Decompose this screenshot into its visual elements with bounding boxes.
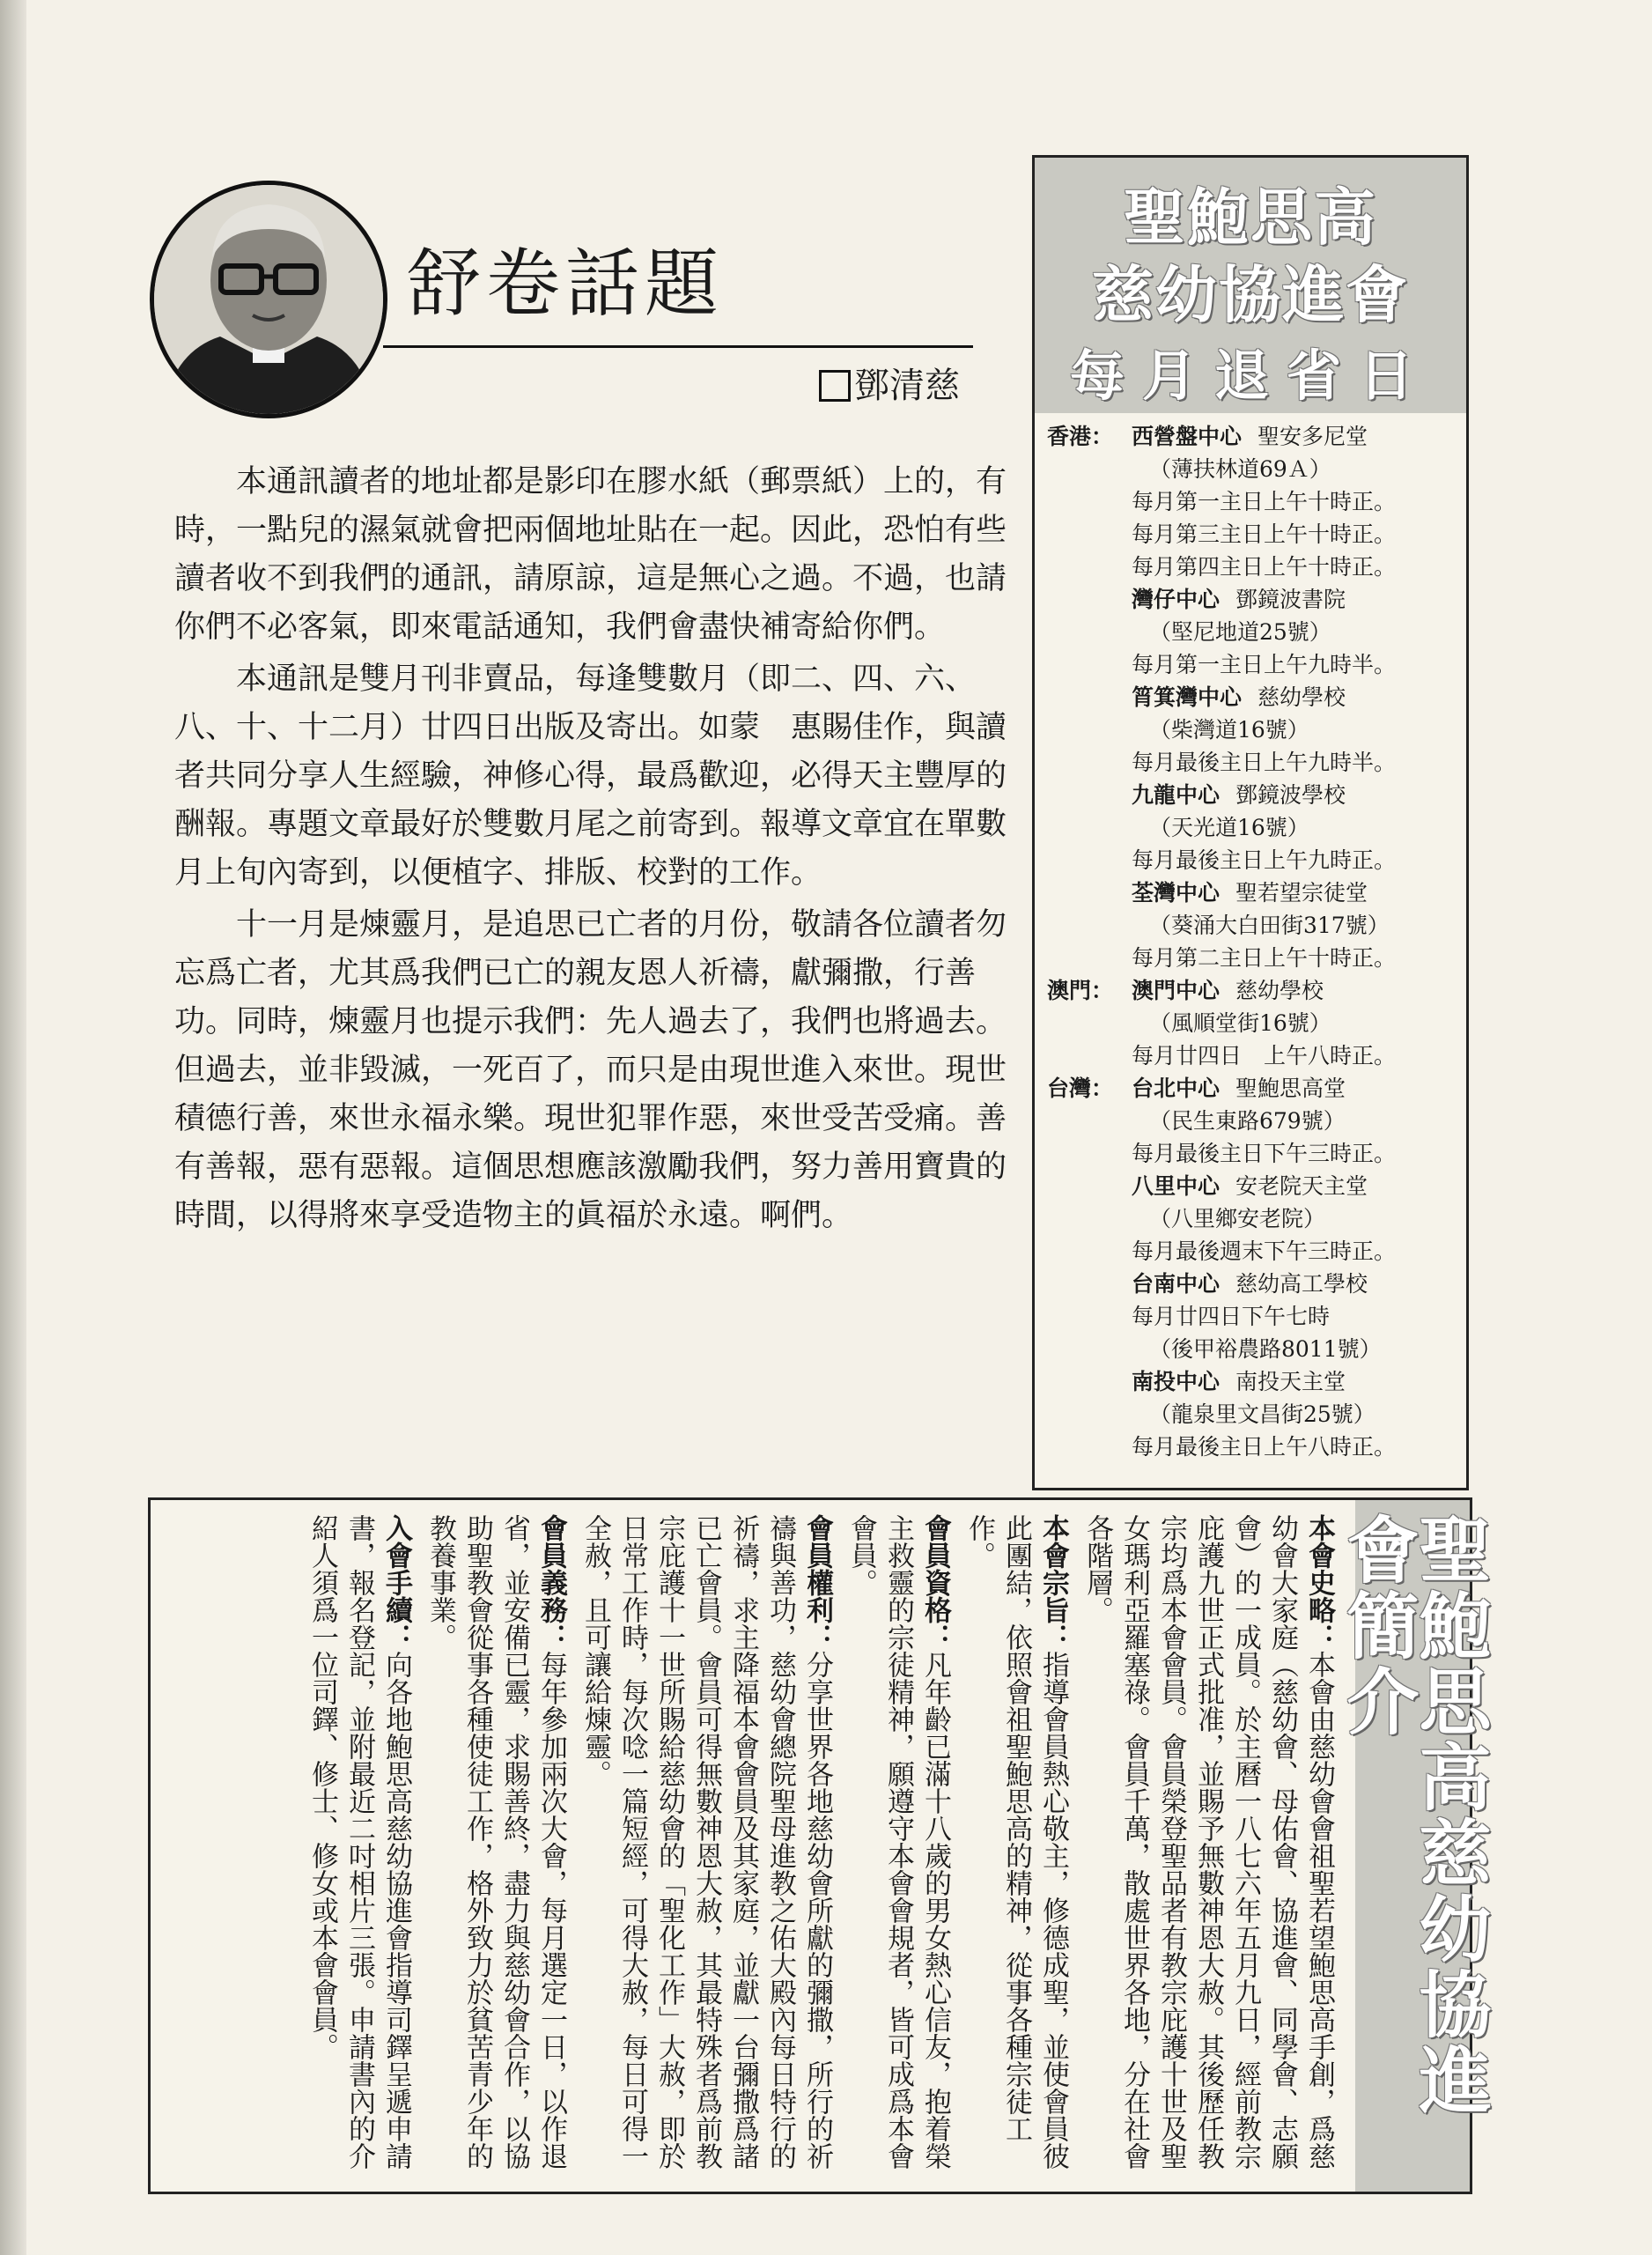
retreat-row (1035, 453, 1466, 485)
retreat-list (1035, 420, 1466, 1463)
retreat-row (1035, 1105, 1466, 1137)
retreat-time: 每月廿四日 上午八時正。 (1132, 1043, 1397, 1068)
retreat-address: （八里鄉安老院） (1149, 1206, 1326, 1231)
retreat-address: （柴灣道16號） (1149, 717, 1309, 743)
retreat-title-line: 每月退省日 (1069, 344, 1431, 408)
retreat-row (1035, 974, 1466, 1007)
retreat-center-name: 筲箕灣中心 (1132, 684, 1243, 710)
author-name: 鄧清慈 (854, 366, 960, 406)
intro-section (577, 1514, 836, 2175)
retreat-time: 每月最後主日上午九時正。 (1132, 847, 1397, 873)
intro-section-label: 會員資格： (919, 1514, 951, 1651)
retreat-row (1035, 876, 1466, 909)
retreat-center-name: 灣仔中心 (1132, 587, 1221, 612)
retreat-venue: 南投天主堂 (1235, 1369, 1346, 1394)
intro-section-text: 分享世界各地慈幼會所獻的彌撒，所行的祈禱與善功，慈幼會總院聖母進教之佑大殿內每日特行的祈禱，求主降福本會會員及其家庭，並獻一台彌撒爲諸已亡會員。會員可得無數神恩大赦，其最特殊者爲前教宗庇護十一世所賜給慈幼會的「聖化工作」大赦，即於日常工作時，每次唸一篇短經，可得大赦，每日可得一全赦，且可讓給煉靈。 (579, 1514, 833, 2170)
retreat-header (1035, 158, 1466, 413)
author-portrait (150, 181, 387, 418)
retreat-row (1035, 1431, 1466, 1463)
retreat-venue: 聖安多尼堂 (1257, 424, 1368, 449)
association-intro-box (148, 1497, 1491, 2194)
retreat-row (1035, 1072, 1466, 1105)
intro-section-text: 本會由慈幼會會祖聖若望鮑思高手創，爲慈幼會大家庭（慈幼會、母佑會、協進會、同學會、志願會）的一成員。於主曆一八七六年五月九日，經前教宗庇護九世正式批准，並賜予無數神恩大赦。其後歷任教宗均爲本會會員。會員榮登聖品者有教宗庇護十世及聖女瑪利亞羅塞祿。會員千萬，散處世界各地，分在社會各階層。 (1081, 1514, 1335, 2170)
intro-body (166, 1514, 1338, 2175)
page-edge (0, 0, 26, 2255)
retreat-time: 每月第二主日上午十時正。 (1132, 945, 1397, 971)
byline (819, 366, 960, 406)
intro-section-label: 會員權利： (801, 1514, 833, 1651)
article-body (174, 458, 1011, 1244)
retreat-row (1035, 1202, 1466, 1235)
retreat-venue: 安老院天主堂 (1235, 1173, 1368, 1199)
article-paragraph: 十一月是煉靈月，是追思已亡者的月份，敬請各位讀者勿忘爲亡者，尤其爲我們已亡的親友恩人祈禱，獻彌撒，行善功。同時，煉靈月也提示我們：先人過去了，我們也將過去。但過去，並非毀滅，一死百了，而只是由現世進入來世。現世積德行善，來世永福永樂。現世犯罪作惡，來世受苦受痛。善有善報，惡有惡報。這個思想應該激勵我們，努力善用寶貴的時間，以得將來享受造物主的眞福於永遠。啊們。 (174, 907, 1007, 1233)
retreat-title-line: 聖鮑思高 (1124, 181, 1377, 254)
article-paragraph: 本通訊是雙月刊非賣品，每逢雙數月（即二、四、六、八、十、十二月）廿四日出版及寄出。如蒙 惠賜佳作，與讀者共同分享人生經驗，神修心得，最爲歡迎，必得天主豐厚的酬報。專題文章最好於雙數月尾之前寄到。報導文章宜在單數月上旬內寄到，以便植字、排版、校對的工作。 (174, 662, 1007, 891)
retreat-schedule-box (1032, 155, 1469, 1490)
column-title: 舒卷話題 (407, 240, 725, 327)
retreat-row (1035, 1137, 1466, 1170)
retreat-center-name: 澳門中心 (1132, 978, 1221, 1003)
retreat-row (1035, 746, 1466, 779)
retreat-row (1035, 1170, 1466, 1202)
retreat-row (1035, 909, 1466, 942)
retreat-time: 每月第一主日上午九時半。 (1132, 652, 1397, 677)
retreat-title-line: 慈幼協進會 (1092, 259, 1409, 331)
intro-section-text: 每年參加兩次大會，每月選定一日，以作退省，並安備已靈，求賜善終，盡力與慈幼會合作，以協助聖教會從事各種使徒工作，格外致力於貧苦青少年的教養事業。 (424, 1514, 567, 2170)
retreat-time: 每月廿四日下午七時 (1132, 1304, 1331, 1329)
retreat-row (1035, 1300, 1466, 1333)
retreat-address: （後甲裕農路8011號） (1149, 1336, 1382, 1362)
retreat-address: （風順堂街16號） (1149, 1010, 1331, 1036)
intro-section (422, 1514, 570, 2175)
intro-section-label: 本會史略： (1303, 1514, 1335, 1651)
intro-section-text: 向各地鮑思高慈幼協進會指導司鐸呈遞申請書，報名登記，並附最近二吋相片三張。申請書內的介紹人須爲一位司鐸、修士、修女或本會會員。 (306, 1514, 412, 2170)
retreat-address: （薄扶林道69Ａ） (1149, 456, 1331, 482)
retreat-region: 香港： (1047, 424, 1114, 449)
retreat-venue: 聖若望宗徒堂 (1235, 880, 1368, 906)
article-paragraph: 本通訊讀者的地址都是影印在膠水紙（郵票紙）上的，有時，一點兒的濕氣就會把兩個地址貼在一起。因此，恐怕有些讀者收不到我們的通訊，請原諒，這是無心之過。不過，也請你們不必客氣，即來電話通知，我們會盡快補寄給你們。 (174, 464, 1007, 645)
title-underline (383, 345, 973, 348)
retreat-row (1035, 844, 1466, 876)
retreat-address: （堅尼地道25號） (1149, 619, 1331, 645)
intro-section-label: 會員義務： (535, 1514, 567, 1651)
intro-section (304, 1514, 415, 2175)
retreat-row (1035, 583, 1466, 616)
retreat-row (1035, 518, 1466, 551)
retreat-address: （天光道16號） (1149, 815, 1309, 840)
retreat-region: 澳門： (1047, 978, 1114, 1003)
retreat-row (1035, 1365, 1466, 1398)
intro-section-label: 入會手續： (380, 1514, 412, 1651)
retreat-row (1035, 648, 1466, 681)
intro-section (961, 1514, 1072, 2175)
retreat-row (1035, 1268, 1466, 1300)
retreat-address: （龍泉里文昌街25號） (1149, 1401, 1375, 1427)
retreat-time: 每月最後主日下午三時正。 (1132, 1141, 1397, 1166)
retreat-time: 每月最後主日上午九時半。 (1132, 750, 1397, 775)
retreat-center-name: 南投中心 (1132, 1369, 1221, 1394)
retreat-center-name: 台北中心 (1132, 1076, 1221, 1101)
retreat-venue: 鄧鏡波學校 (1235, 782, 1346, 808)
retreat-row (1035, 1333, 1466, 1365)
retreat-center-name: 九龍中心 (1132, 782, 1221, 808)
retreat-time: 每月第四主日上午十時正。 (1132, 554, 1397, 580)
retreat-time: 每月最後主日上午八時正。 (1132, 1434, 1397, 1460)
retreat-time: 每月最後週末下午三時正。 (1132, 1238, 1397, 1264)
retreat-row (1035, 1039, 1466, 1072)
retreat-center-name: 西營盤中心 (1132, 424, 1243, 449)
intro-title-band (1335, 1500, 1491, 2192)
intro-section (843, 1514, 954, 2175)
intro-section-label: 本會宗旨： (1037, 1514, 1069, 1651)
retreat-row (1035, 551, 1466, 583)
retreat-row (1035, 485, 1466, 518)
retreat-row (1035, 1398, 1466, 1431)
retreat-venue: 鄧鏡波書院 (1235, 587, 1346, 612)
retreat-venue: 慈幼高工學校 (1235, 1271, 1368, 1297)
retreat-row (1035, 1007, 1466, 1039)
intro-section-text: 凡年齡已滿十八歲的男女熱心信友，抱着榮主救靈的宗徒精神，願遵守本會會規者，皆可成爲本會會員。 (845, 1514, 951, 2170)
retreat-row (1035, 779, 1466, 811)
intro-title: 聖鮑思高慈幼協進會簡介 (1335, 1512, 1491, 2118)
retreat-row (1035, 681, 1466, 713)
retreat-address: （葵涌大白田街317號） (1149, 913, 1390, 938)
retreat-row (1035, 420, 1466, 453)
retreat-time: 每月第三主日上午十時正。 (1132, 521, 1397, 547)
retreat-address: （民生東路679號） (1149, 1108, 1346, 1134)
retreat-venue: 聖鮑思高堂 (1235, 1076, 1346, 1101)
retreat-center-name: 荃灣中心 (1132, 880, 1221, 906)
retreat-venue: 慈幼學校 (1257, 684, 1346, 710)
intro-section-text: 指導會員熱心敬主，修德成聖，並使會員彼此團結，依照會祖聖鮑思高的精神，從事各種宗徒工作。 (963, 1514, 1069, 2170)
byline-box-icon (819, 370, 851, 402)
retreat-venue: 慈幼學校 (1235, 978, 1324, 1003)
retreat-row (1035, 713, 1466, 746)
retreat-row (1035, 811, 1466, 844)
retreat-row (1035, 942, 1466, 974)
retreat-time: 每月第一主日上午十時正。 (1132, 489, 1397, 514)
retreat-row (1035, 1235, 1466, 1268)
retreat-region: 台灣： (1047, 1076, 1114, 1101)
intro-section (1079, 1514, 1338, 2175)
retreat-center-name: 台南中心 (1132, 1271, 1221, 1297)
retreat-row (1035, 616, 1466, 648)
retreat-center-name: 八里中心 (1132, 1173, 1221, 1199)
